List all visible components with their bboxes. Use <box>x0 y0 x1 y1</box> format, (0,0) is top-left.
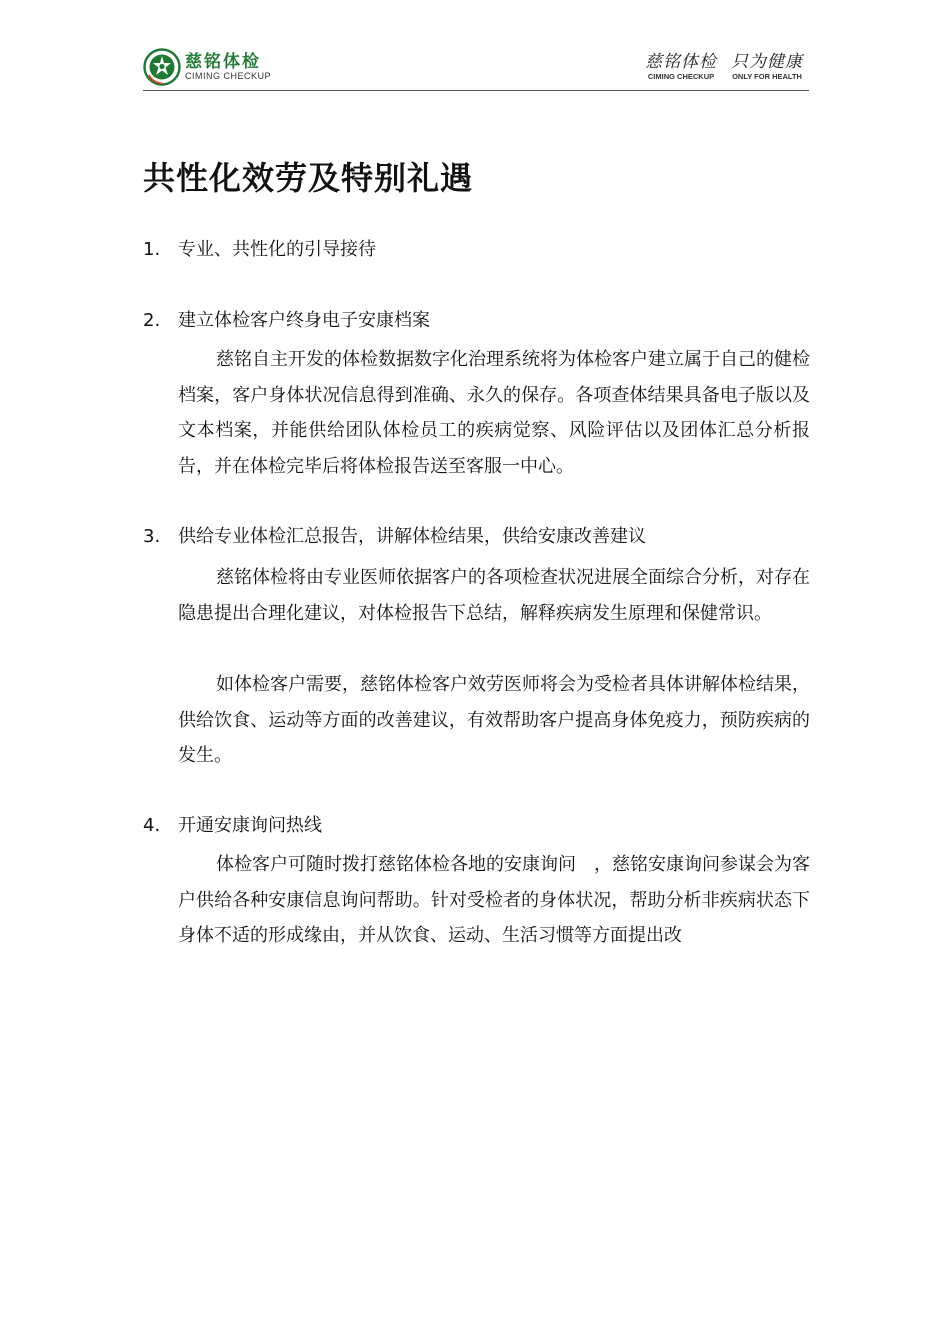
slogan-motto-cn: 只为健康 <box>731 52 803 72</box>
slogan <box>645 52 803 82</box>
slogan-motto <box>731 52 803 82</box>
page-header <box>143 44 809 92</box>
header-divider <box>143 90 809 91</box>
item-1-heading <box>143 236 376 264</box>
item-3-heading <box>143 523 646 551</box>
ciming-logo-icon <box>143 48 181 86</box>
page-title: 共性化效劳及特别礼遇 <box>143 159 474 197</box>
item-title: 供给专业体检汇总报告，讲解体检结果，供给安康改善建议 <box>178 526 646 547</box>
slogan-brand-cn: 慈铭体检 <box>645 52 717 72</box>
logo-chinese-name: 慈铭体检 <box>185 51 261 72</box>
slogan-brand <box>645 52 717 82</box>
item-3-paragraph-2: 如体检客户需要，慈铭体检客户效劳医师将会为受检者具体讲解体检结果，供给饮食、运动等方面的改善建议，有效帮助客户提高身体免疫力，预防疾病的发生。 <box>178 674 810 767</box>
slogan-motto-en: ONLY FOR HEALTH <box>732 72 802 81</box>
slogan-brand-en: CIMING CHECKUP <box>647 72 715 81</box>
item-title: 建立体检客户终身电子安康档案 <box>178 310 430 331</box>
item-number: 2. <box>143 310 161 331</box>
logo-english-name: CIMING CHECKUP <box>185 70 272 81</box>
item-4-heading <box>143 812 322 840</box>
item-2-heading <box>143 307 430 335</box>
item-2-paragraph: 慈铭自主开发的体检数据数字化治理系统将为体检客户建立属于自己的健检档案，客户身体状况信息得到准确、永久的保存。各项查体结果具备电子版以及文本档案，并能供给团队体检员工的疾病觉察、风险评估以及团体汇总分析报告，并在体检完毕后将体检报告送至客服一中心。 <box>178 349 810 477</box>
item-title: 开通安康询问热线 <box>178 815 322 836</box>
item-number: 3. <box>143 526 161 547</box>
item-number: 1. <box>143 239 161 260</box>
item-title: 专业、共性化的引导接待 <box>178 239 376 260</box>
item-number: 4. <box>143 815 161 836</box>
item-4-paragraph: 体检客户可随时拨打慈铭体检各地的安康询问 ，慈铭安康询问参谋会为客户供给各种安康信息询问帮助。针对受检者的身体状况，帮助分析非疾病状态下身体不适的形成缘由，并从饮食、运动、生活习惯等方面提出改 <box>178 854 810 947</box>
company-logo <box>143 48 271 86</box>
item-3-paragraph-1: 慈铭体检将由专业医师依据客户的各项检查状况进展全面综合分析，对存在隐患提出合理化建议，对体检报告下总结，解释疾病发生原理和保健常识。 <box>178 567 810 624</box>
